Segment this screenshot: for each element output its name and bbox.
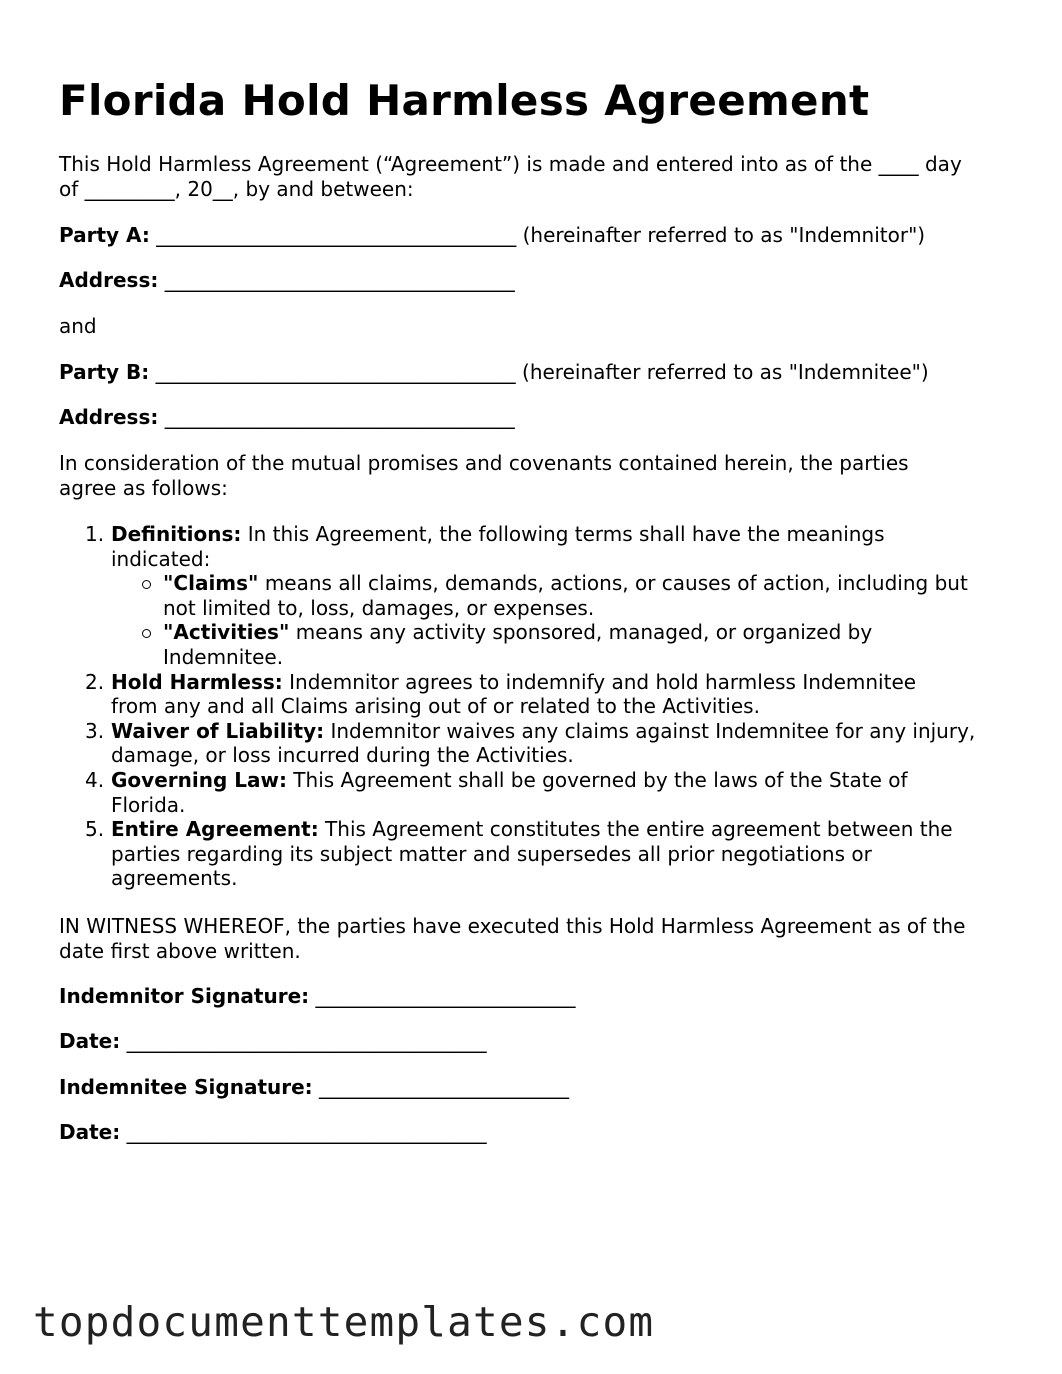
indemnitor-signature-line	[59, 984, 1009, 1009]
term-number: 3.	[85, 718, 105, 743]
term-text: This Agreement constitutes the entire agreement between the	[318, 817, 953, 842]
indemnitor-signature-blank: __________________________	[309, 984, 576, 1008]
term-text: indicated:	[111, 546, 211, 571]
party-a-line	[59, 223, 1009, 248]
witness-paragraph	[59, 914, 1009, 963]
definition-text: not limited to, loss, damages, or expenses.	[163, 595, 595, 620]
term-item-definitions	[85, 522, 1061, 670]
term-item-governing-law	[85, 767, 1061, 817]
term-number: 5.	[85, 817, 105, 842]
definition-text: Indemnitee.	[163, 644, 284, 669]
term-heading: Governing Law:	[111, 767, 287, 792]
consideration-line: In consideration of the mutual promises and covenants contained herein, the parties	[59, 451, 909, 475]
term-text: This Agreement shall be governed by the laws of the State of	[286, 767, 908, 792]
term-text: In this Agreement, the following terms shall have the meanings	[241, 522, 885, 546]
date-label: Date:	[59, 1029, 121, 1053]
and-text: and	[59, 314, 97, 338]
document-title: Florida Hold Harmless Agreement	[59, 76, 870, 125]
address-b-label: Address:	[59, 405, 159, 429]
definition-item-claims	[163, 571, 1061, 620]
indemnitee-date-line	[59, 1120, 1009, 1145]
intro-line: This Hold Harmless Agreement (“Agreement”) is made and entered into as of the ____ day	[59, 152, 962, 176]
term-heading: Entire Agreement:	[111, 817, 319, 842]
indemnitee-signature-line	[59, 1075, 1009, 1100]
party-b-blank: ____________________________________ (hereinafter referred to as "Indemnitee")	[149, 360, 929, 384]
address-a-label: Address:	[59, 268, 159, 292]
term-item-entire-agreement	[85, 817, 1061, 891]
address-a-line	[59, 268, 1009, 293]
term-number: 2.	[85, 669, 105, 694]
term-heading: Hold Harmless:	[111, 669, 283, 694]
term-text: from any and all Claims arising out of or related to the Activities.	[111, 694, 760, 719]
circle-bullet-icon	[142, 629, 151, 638]
consideration-paragraph	[59, 451, 1009, 500]
party-b-label: Party B:	[59, 360, 150, 384]
party-a-blank: ____________________________________ (hereinafter referred to as "Indemnitor")	[149, 223, 926, 247]
term-number: 1.	[85, 522, 105, 546]
terms-list	[59, 522, 1061, 891]
term-number: 4.	[85, 767, 105, 792]
party-a-label: Party A:	[59, 223, 150, 247]
circle-bullet-icon	[142, 580, 151, 589]
indemnitor-date-line	[59, 1029, 1009, 1054]
witness-line: date first above written.	[59, 938, 301, 963]
address-b-blank: ___________________________________	[158, 405, 515, 429]
site-watermark: topdocumenttemplates.com	[33, 1298, 655, 1346]
intro-line: of _________, 20__, by and between:	[59, 176, 414, 201]
date-blank: ____________________________________	[120, 1120, 487, 1144]
definition-term: "Activities"	[163, 620, 290, 645]
date-blank: ____________________________________	[120, 1029, 487, 1053]
term-text: parties regarding its subject matter and supersedes all prior negotiations or	[111, 841, 872, 866]
witness-line: IN WITNESS WHEREOF, the parties have executed this Hold Harmless Agreement as of the	[59, 914, 966, 938]
definitions-list	[111, 571, 1061, 669]
definition-text: means any activity sponsored, managed, or organized by	[289, 620, 873, 645]
consideration-line: agree as follows:	[59, 475, 228, 500]
term-text: agreements.	[111, 866, 238, 891]
indemnitee-signature-label: Indemnitee Signature:	[59, 1075, 313, 1099]
definition-term: "Claims"	[163, 571, 259, 596]
intro-paragraph	[59, 152, 1009, 201]
party-b-line	[59, 360, 1009, 385]
term-item-hold-harmless	[85, 669, 1061, 719]
term-text: damage, or loss incurred during the Activities.	[111, 743, 574, 768]
date-label: Date:	[59, 1120, 121, 1144]
indemnitor-signature-label: Indemnitor Signature:	[59, 984, 310, 1008]
term-text: Florida.	[111, 792, 186, 817]
address-b-line	[59, 405, 1009, 430]
term-item-waiver-of-liability	[85, 718, 1061, 768]
definition-item-activities	[163, 620, 1061, 669]
address-a-blank: ___________________________________	[158, 268, 515, 292]
term-heading: Definitions:	[111, 522, 242, 546]
term-text: Indemnitor waives any claims against Indemnitee for any injury,	[324, 718, 976, 743]
definition-text: means all claims, demands, actions, or causes of action, including but	[258, 571, 968, 596]
indemnitee-signature-blank: _________________________	[312, 1075, 570, 1099]
term-heading: Waiver of Liability:	[111, 718, 325, 743]
term-text: Indemnitor agrees to indemnify and hold harmless Indemnitee	[282, 669, 917, 694]
